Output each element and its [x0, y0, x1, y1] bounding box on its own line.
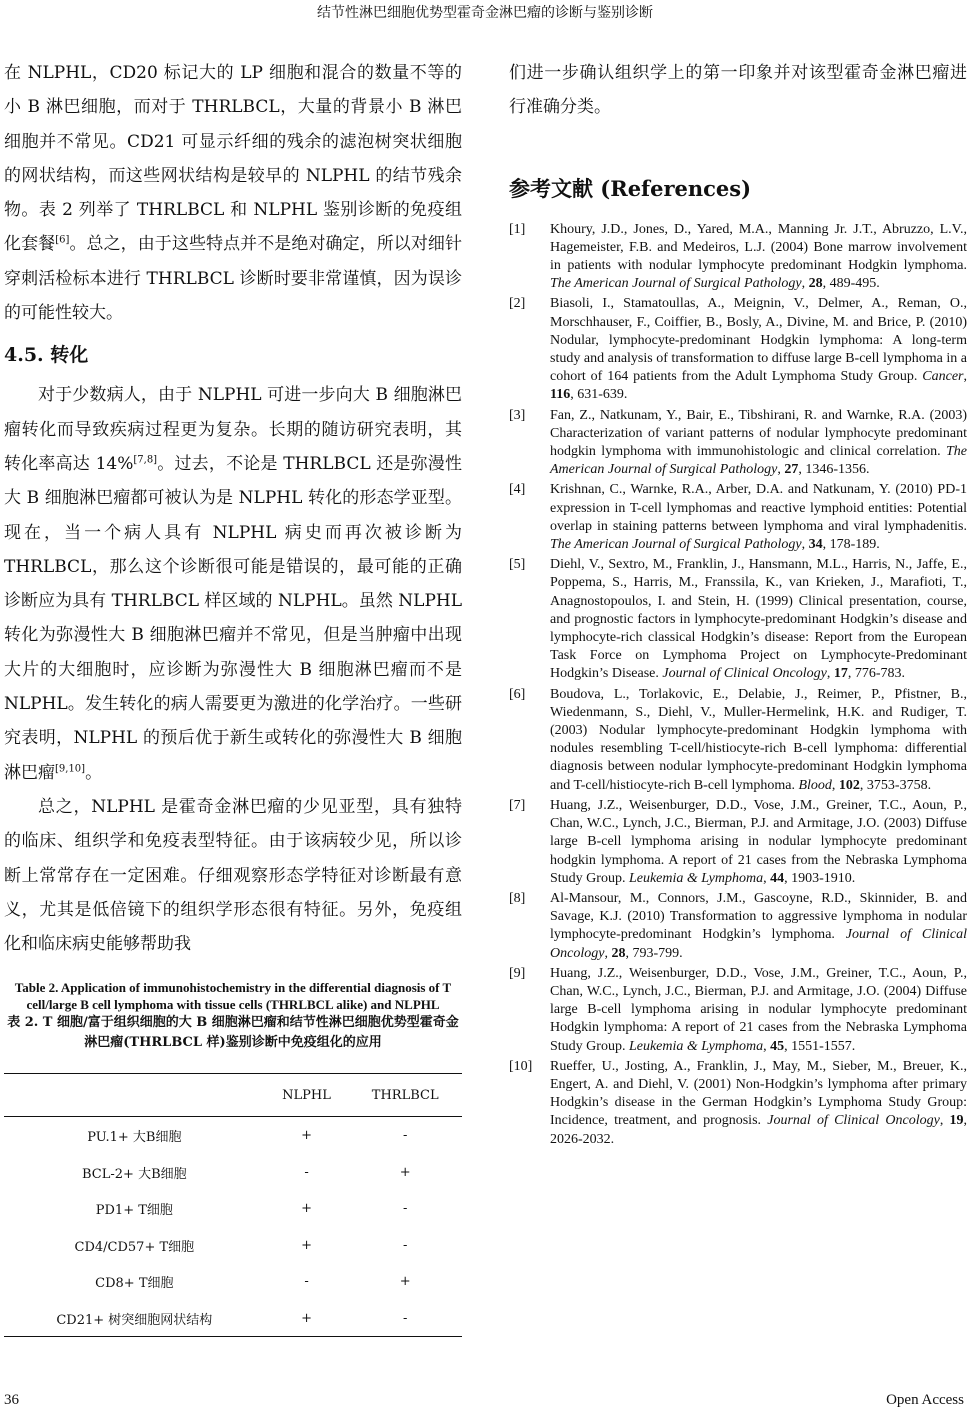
volume: 45	[770, 1038, 785, 1054]
reference-item	[509, 295, 967, 404]
reference-number: [2]	[509, 296, 526, 312]
journal-name: Leukemia & Lymphoma	[628, 1038, 764, 1054]
table-cell: +	[399, 1164, 411, 1180]
volume: 116	[550, 387, 571, 403]
table-cell: -	[403, 1201, 408, 1217]
table-cell: +	[265, 1300, 349, 1337]
references-list	[509, 221, 967, 1149]
journal-name: Blood	[798, 777, 832, 793]
table-cell: -	[304, 1274, 309, 1290]
reference-text: Al-Mansour, M., Connors, J.M., Gascoyne, R.D., Skinnider, B. and Savage, K.J. (2010) Transformation to aggressive lymphoma in nodular lymphocyte-predominant Hodgkin’s lymphoma. Journal of Clinical Oncology, 28, 793-799.	[550, 890, 967, 961]
table-header-row	[4, 1074, 462, 1117]
references-title: 参考文献 (References)	[509, 175, 752, 201]
volume: 102	[838, 777, 860, 793]
volume: 44	[770, 870, 785, 886]
reference-text: Boudova, L., Torlakovic, E., Delabie, J., Reimer, P., Pfistner, B., Wiedenmann, S., Diehl, V., Muller-Hermelink, H.K. and Rudiger, T. (2003) Nodular lymphocyte-predominant Hodgkin lymphoma with nodules resembling T-cell/histiocyte-rich B-cell lymphoma: differential diagnosis between nodular lymphocyte-predominant Hodgkin lymphoma and T-cell/histiocyte-rich B-cell lymphoma. Blood, 102, 3753-3758.	[550, 686, 967, 793]
table-row	[4, 1263, 462, 1300]
paragraph-3: 总之，NLPHL 是霍奇金淋巴瘤的少见亚型，具有独特的临床、组织学和免疫表型特征。由于该病较少见，所以诊断上常常存在一定困难。仔细观察形态学特征对诊断最有意义，尤其是低倍镜下的组织学形态很有特征。另外，免疫组化和临床病史能够帮助我	[4, 796, 462, 955]
table-cell: -	[304, 1164, 309, 1180]
reference-number: [1]	[509, 221, 526, 237]
table-row	[4, 1154, 462, 1191]
table-cell: PD1+ T细胞	[95, 1203, 173, 1219]
journal-name: The American Journal of Surgical Pathology	[550, 444, 967, 478]
table-cell: CD21+ 树突细胞网状结构	[4, 1300, 265, 1337]
section-heading: 4.5. 转化	[4, 344, 89, 367]
journal-name: The American Journal of Surgical Pathology	[550, 537, 802, 553]
left-column	[4, 56, 462, 1337]
table-cell: CD8+ T细胞	[95, 1276, 174, 1292]
table-caption-cn: 表 2. T 细胞/富于组织细胞的大 B 细胞淋巴瘤和结节性淋巴细胞优势型霍奇金淋巴瘤(THRLBCL 样)鉴别诊断中免疫组化的应用	[7, 1015, 459, 1051]
citation[interactable]: [6]	[55, 234, 70, 246]
table-cell: +	[301, 1201, 312, 1217]
table-cell: -	[403, 1128, 408, 1144]
reference-text: Khoury, J.D., Jones, D., Yared, M.A., Manning Jr. J.T., Abruzzo, L.V., Hagemeister, F.B. and Medeiros, L.J. (2004) Bone marrow involvement in patients with nodular lymphocyte predominant Hodgkin lymphoma. The American Journal of Surgical Pathology, 28, 489-495.	[550, 221, 967, 292]
page-number: 36	[4, 1392, 19, 1408]
table-cell: +	[301, 1237, 312, 1253]
reference-item	[509, 481, 967, 554]
reference-item	[509, 221, 967, 294]
reference-item	[509, 556, 967, 683]
table-row	[4, 1117, 462, 1154]
right-column	[509, 56, 967, 1151]
volume: 28	[808, 276, 823, 292]
reference-number: [4]	[509, 482, 526, 498]
reference-item	[509, 797, 967, 888]
citation[interactable]: [7,8]	[133, 454, 158, 466]
paragraph-continued: 们进一步确认组织学上的第一印象并对该型霍奇金淋巴瘤进行准确分类。	[509, 63, 967, 118]
reference-number: [5]	[509, 557, 526, 573]
reference-item	[509, 890, 967, 963]
reference-number: [9]	[509, 965, 526, 981]
open-access-label: Open Access	[886, 1392, 964, 1408]
journal-name: Cancer	[922, 369, 964, 385]
reference-item	[509, 686, 967, 795]
table-cell: +	[301, 1128, 312, 1144]
table-cell: +	[399, 1274, 411, 1290]
citation[interactable]: [9,10]	[55, 762, 86, 774]
reference-item	[509, 407, 967, 480]
ihc-table	[4, 1073, 462, 1337]
table-cell: BCL-2+ 大B细胞	[82, 1166, 187, 1182]
reference-number: [7]	[509, 797, 526, 813]
paragraph-1: 在 NLPHL，CD20 标记大的 LP 细胞和混合的数量不等的小 B 淋巴细胞，而对于 THRLBCL，大量的背景小 B 淋巴细胞并不常见。CD21 可显示纤细的残余的滤泡树突状细胞的网状结构，而这些网状结构是较早的 NLPHL 的结节残余物。表 2 列举了 THRLBCL 和 NLPHL 鉴别诊断的免疫组化套餐[6]。总之，由于这些特点并不是绝对确定，所以对细针穿刺活检标本进行 THRLBCL 诊断时要非常谨慎，因为误诊的可能性较大。	[4, 63, 463, 324]
reference-text: Biasoli, I., Stamatoullas, A., Meignin, V., Delmer, A., Reman, O., Morschhauser, F., Coiffier, B., Bosly, A., Divine, M. and Brice, P. (2010) Nodular, lymphocyte-predominant Hodgkin lymphoma: A long-term study and analysis of transformation to diffuse large B-cell lymphoma in a cohort of 164 patients from the Adult Lymphoma Study Group. Cancer, 116, 631-639.	[550, 296, 967, 403]
reference-number: [6]	[509, 686, 526, 702]
reference-number: [3]	[509, 407, 526, 423]
table-cell: PU.1+ 大B细胞	[87, 1130, 182, 1146]
paragraph-2: 对于少数病人，由于 NLPHL 可进一步向大 B 细胞淋巴瘤转化而导致疾病过程更为复杂。长期的随访研究表明，其转化率高达 14%[7,8]。过去，不论是 THRLBCL 还是弥漫性大 B 细胞淋巴瘤都可被认为是 NLPHL 转化的形态学亚型。现在，当一个病人具有 NLPHL 病史而再次被诊断为 THRLBCL，那么这个诊断很可能是错误的，最可能的正确诊断应为具有 THRLBCL 样区域的 NLPHL。虽然 NLPHL 转化为弥漫性大 B 细胞淋巴瘤并不常见，但是当肿瘤中出现大片的大细胞时，应诊断为弥漫性大 B 细胞淋巴瘤而不是 NLPHL。发生转化的病人需要更为激进的化学治疗。一些研究表明，NLPHL 的预后优于新生或转化的弥漫性大 B 细胞淋巴瘤[9,10]。	[4, 385, 462, 783]
table-body	[4, 1117, 462, 1337]
volume: 17	[833, 666, 848, 682]
reference-text: Huang, J.Z., Weisenburger, D.D., Vose, J.M., Greiner, T.C., Aoun, P., Chan, W.C., Lynch, J.C., Bierman, P.J. and Armitage, J.O. (2004) Diffuse large B-cell lymphoma arising in nodular lymphocyte predominant Hodgkin lymphoma: A report of 21 cases from the Nebraska Lymphoma Study Group. Leukemia & Lymphoma, 45, 1551-1557.	[550, 965, 967, 1054]
table-cell: CD4/CD57+ T细胞	[74, 1239, 195, 1255]
reference-item	[509, 1058, 967, 1149]
reference-text: Fan, Z., Natkunam, Y., Bair, E., Tibshirani, R. and Warnke, R.A. (2003) Characterization of variant patterns of nodular lymphocyte predominant hodgkin lymphoma with immunohistologic and clinical correlation. The American Journal of Surgical Pathology, 27, 1346-1356.	[550, 407, 967, 478]
table-header: NLPHL	[265, 1074, 349, 1117]
volume: 19	[949, 1113, 964, 1129]
journal-name: Journal of Clinical Oncology	[550, 927, 967, 961]
reference-text: Huang, J.Z., Weisenburger, D.D., Vose, J.M., Greiner, T.C., Aoun, P., Chan, W.C., Lynch, J.C., Bierman, P.J. and Armitage, J.O. (2003) Diffuse large B-cell lymphoma arising in nodular lymphocyte predominant hodgkin lymphoma. A report of 21 cases from the Nebraska Lymphoma Study Group. Leukemia & Lymphoma, 44, 1903-1910.	[550, 797, 967, 886]
reference-item	[509, 965, 967, 1056]
volume: 28	[611, 945, 626, 961]
reference-text: Krishnan, C., Warnke, R.A., Arber, D.A. and Natkunam, Y. (2010) PD-1 expression in T-cell lymphomas and reactive lymphoid entities: Potential overlap in staining patterns between lymphoma and viral lymphadenitis. The American Journal of Surgical Pathology, 34, 178-189.	[550, 482, 967, 553]
journal-name: Journal of Clinical Oncology	[662, 666, 827, 682]
table-header	[4, 1074, 265, 1117]
running-header: 结节性淋巴细胞优势型霍奇金淋巴瘤的诊断与鉴别诊断	[317, 5, 653, 21]
reference-text: Diehl, V., Sextro, M., Franklin, J., Hansmann, M.L., Harris, N., Jaffe, E., Poppema, S., Harris, M., Franssila, K., van Krieken, J., Marafioti, T., Anagnostopoulos, I. and Stein, H. (1999) Clinical presentation, course, and prognostic factors in lymphocyte-predominant Hodgkin’s disease and lymphocyte-rich classical Hodgkin’s disease: Report from the European Task Force on Lymphoma Project on Lymphocyte-Predominant Hodgkin’s Disease. Journal of Clinical Oncology, 17, 776-783.	[550, 557, 967, 682]
table-row	[4, 1227, 462, 1264]
volume: 27	[784, 462, 799, 478]
reference-number: [10]	[509, 1058, 533, 1074]
table-row	[4, 1300, 462, 1337]
reference-number: [8]	[509, 890, 526, 906]
volume: 34	[808, 537, 823, 553]
journal-name: The American Journal of Surgical Pathology	[550, 276, 802, 292]
reference-text: Rueffer, U., Josting, A., Franklin, J., May, M., Sieber, M., Breuer, K., Engert, A. and Diehl, V. (2001) Non-Hodgkin’s lymphoma after primary Hodgkin’s disease in the German Hodgkin’s Lymphoma Study Group: Incidence, treatment, and prognosis. Journal of Clinical Oncology, 19, 2026-2032.	[550, 1058, 968, 1147]
table-header: THRLBCL	[348, 1074, 462, 1117]
table-cell: -	[348, 1300, 462, 1337]
journal-name: Journal of Clinical Oncology	[767, 1113, 940, 1129]
table-caption-en: Table 2. Application of immunohistochemistry in the differential diagnosis of T cell/large B cell lymphoma with tissue cells (THRLBCL alike) and NLPHL	[14, 980, 452, 1013]
table-row	[4, 1190, 462, 1227]
journal-name: Leukemia & Lymphoma	[628, 870, 764, 886]
table-cell: -	[403, 1237, 408, 1253]
